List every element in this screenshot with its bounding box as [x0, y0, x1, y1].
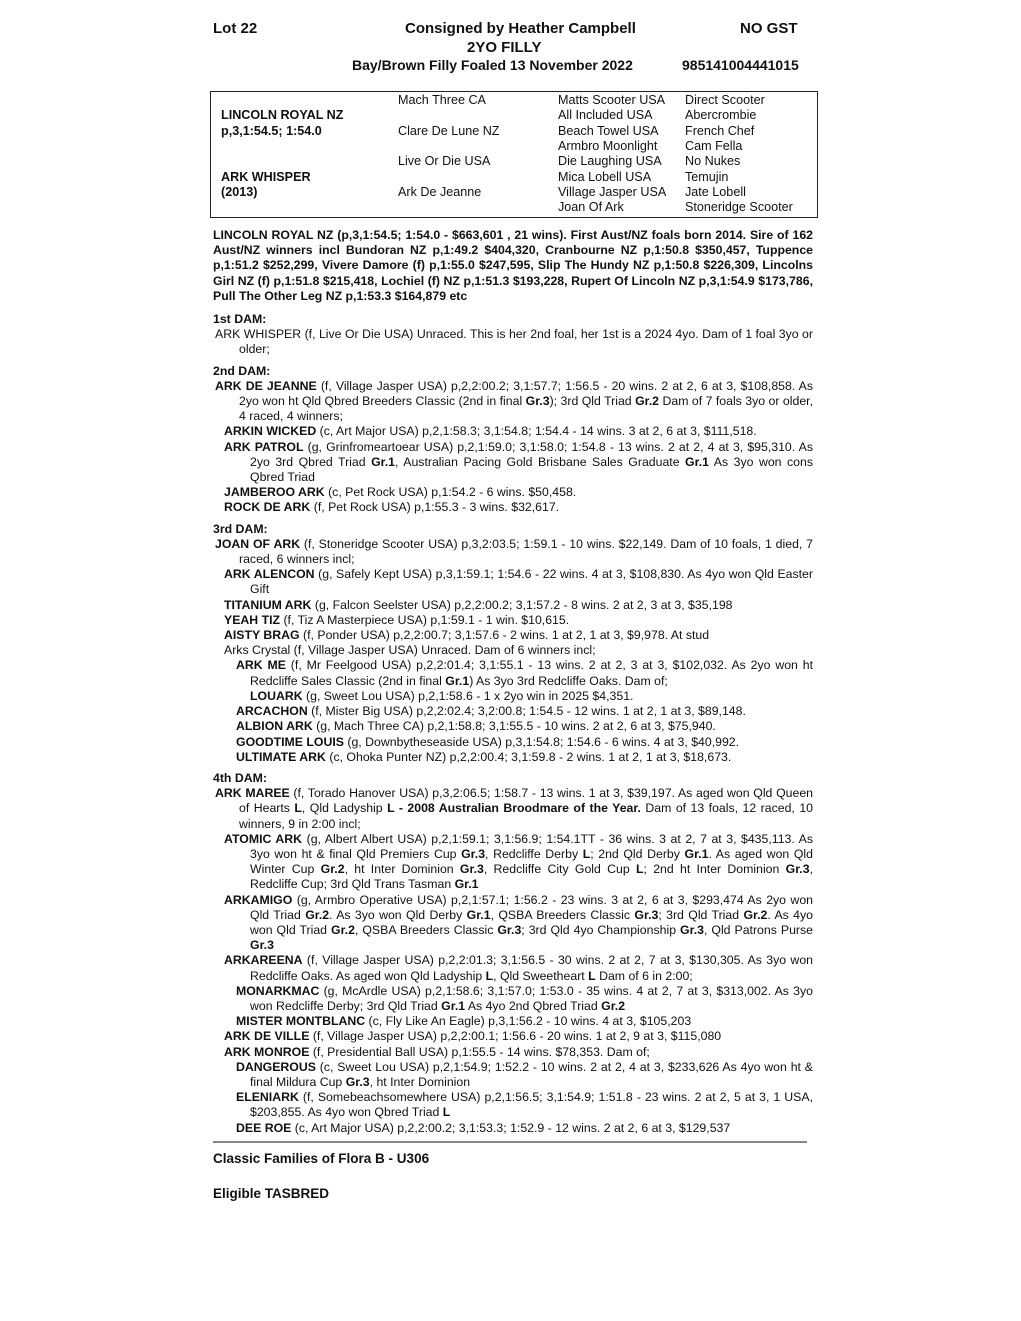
- pedigree-gen2: Live Or Die USA: [398, 154, 491, 168]
- pedigree-gen2: Mach Three CA: [398, 93, 486, 107]
- progeny-entry: AISTY BRAG (f, Ponder USA) p,2,2:00.7; 3,1:57.6 - 2 wins. 1 at 2, 1 at 3, $9,978. At stud: [224, 628, 710, 643]
- pedigree-gen3: All Included USA: [558, 108, 653, 122]
- progeny-entry: ARKAMIGO (g, Armbro Operative USA) p,2,1:57.1; 1:56.2 - 23 wins. 3 at 2, 6 at 3, $293,474 As 2yo won Qld Triad Gr.2. As 3yo won Qld Derby Gr.1, QSBA Breeders Classic Gr.3; 3rd Qld Triad Gr.2. As 4yo won Qld Triad Gr.2, QSBA Breeders Classic Gr.3; 3rd Qld 4yo Championship Gr.3, Qld Patrons Purse Gr.3: [224, 892, 814, 953]
- sex-age: 2YO FILLY: [467, 39, 542, 56]
- third-dam-heading: 3rd DAM:: [213, 521, 268, 536]
- progeny-entry: JAMBEROO ARK (c, Pet Rock USA) p,1:54.2 - 6 wins. $50,458.: [224, 485, 577, 500]
- progeny-entry: GOODTIME LOUIS (g, Downbytheseaside USA) p,3,1:54.8; 1:54.6 - 6 wins. 4 at 3, $40,992.: [236, 734, 740, 749]
- pedigree-dam: ARK WHISPER: [221, 170, 311, 184]
- dam-entry: ARK WHISPER (f, Live Or Die USA) Unraced. This is her 2nd foal, her 1st is a 2024 4yo. Dam of 1 foal 3yo or older;: [215, 327, 813, 357]
- pedigree-dam-year: (2013): [221, 185, 258, 199]
- pedigree-gen2: Ark De Jeanne: [398, 185, 482, 199]
- divider: [213, 1141, 807, 1143]
- dam-entry: ARK DE JEANNE (f, Village Jasper USA) p,2,2:00.2; 3,1:57.7; 1:56.5 - 20 wins. 2 at 2, 6 at 3, $108,858. As 2yo won ht Qld Qbred Breeders Classic (2nd in final Gr.3); 3rd Qld Triad Gr.2 Dam of 7 foals 3yo or older, 4 raced, 4 winners;: [215, 378, 814, 424]
- pedigree-gen4: No Nukes: [685, 154, 741, 168]
- progeny-entry: YEAH TIZ (f, Tiz A Masterpiece USA) p,1:59.1 - 1 win. $10,615.: [224, 612, 570, 627]
- second-dam-heading: 2nd DAM:: [213, 363, 271, 378]
- pedigree-gen3: Matts Scooter USA: [558, 93, 666, 107]
- first-dam-heading: 1st DAM:: [213, 312, 267, 327]
- progeny-entry: ARKAREENA (f, Village Jasper USA) p,2,2:01.3; 3,1:56.5 - 30 wins. 2 at 2, 7 at 3, $130,305. As 3yo won Redcliffe Oaks. As aged won Qld Ladyship L, Qld Sweetheart L Dam of 6 in 2:00;: [224, 953, 813, 983]
- progeny-entry: DEE ROE (c, Art Major USA) p,2,2:00.2; 3,1:53.3; 1:52.9 - 12 wins. 2 at 2, 6 at 3, $129,537: [236, 1120, 731, 1135]
- progeny-entry: MISTER MONTBLANC (c, Fly Like An Eagle) p,3,1:56.2 - 10 wins. 4 at 3, $105,203: [236, 1014, 692, 1029]
- pedigree-gen4: French Chef: [685, 124, 755, 138]
- pedigree-sire: LINCOLN ROYAL NZ: [221, 108, 344, 122]
- dam-entry: ARK MAREE (f, Torado Hanover USA) p,3,2:06.5; 1:58.7 - 13 wins. 1 at 3, $39,197. As aged won Qld Queen of Hearts L, Qld Ladyship L - 2008 Australian Broodmare of the Year. Dam of 13 foals, 12 raced, 10 winners, 9 in 2:00 incl;: [215, 786, 813, 831]
- progeny-entry: ARKIN WICKED (c, Art Major USA) p,2,1:58.3; 3,1:54.8; 1:54.4 - 14 wins. 3 at 2, 6 at 3, $111,518.: [224, 424, 757, 439]
- progeny-entry: ARK MONROE (f, Presidential Ball USA) p,1:55.5 - 14 wins. $78,353. Dam of;: [224, 1044, 650, 1059]
- pedigree-gen3: Joan Of Ark: [558, 200, 624, 214]
- progeny-entry: MONARKMAC (g, McArdle USA) p,2,1:58.6; 3,1:57.0; 1:53.0 - 35 wins. 4 at 2, 7 at 3, $313,002. As 3yo won Redcliffe Derby; 3rd Qld Triad Gr.1 As 4yo 2nd Qbred Triad Gr.2: [236, 983, 813, 1013]
- pedigree-table: [210, 91, 818, 218]
- pedigree-gen3: Beach Towel USA: [558, 124, 659, 138]
- progeny-entry: DANGEROUS (c, Sweet Lou USA) p,2,1:54.9; 1:52.2 - 10 wins. 2 at 2, 4 at 3, $233,626 As 4yo won ht & final Mildura Cup Gr.3, ht Inter Dominion: [236, 1059, 813, 1089]
- progeny-entry: ROCK DE ARK (f, Pet Rock USA) p,1:55.3 - 3 wins. $32,617.: [224, 500, 560, 515]
- pedigree-gen3: Mica Lobell USA: [558, 170, 652, 184]
- progeny-entry: TITANIUM ARK (g, Falcon Seelster USA) p,2,2:00.2; 3,1:57.2 - 8 wins. 2 at 2, 3 at 3, $35,198: [224, 597, 733, 612]
- dam-entry: JOAN OF ARK (f, Stoneridge Scooter USA) p,3,2:03.5; 1:59.1 - 10 wins. $22,149. Dam of 10 foals, 1 died, 7 raced, 6 winners incl;: [215, 536, 813, 567]
- pedigree-gen4: Stoneridge Scooter: [685, 200, 793, 214]
- pedigree-gen3: Village Jasper USA: [558, 185, 667, 199]
- pedigree-gen4: Jate Lobell: [685, 185, 746, 199]
- progeny-entry: LOUARK (g, Sweet Lou USA) p,2,1:58.6 - 1 x 2yo win in 2025 $4,351.: [250, 688, 634, 703]
- consignor: Consigned by Heather Campbell: [405, 20, 636, 37]
- gst-status: NO GST: [740, 20, 798, 37]
- fourth-dam-heading: 4th DAM:: [213, 770, 267, 785]
- progeny-entry: ARK DE VILLE (f, Village Jasper USA) p,2,2:00.1; 1:56.6 - 20 wins. 1 at 2, 9 at 3, $115,080: [224, 1029, 722, 1044]
- progeny-entry: ATOMIC ARK (g, Albert Albert USA) p,2,1:59.1; 3,1:56.9; 1:54.1TT - 36 wins. 3 at 2, 7 at 3, $435,113. As 3yo won ht & final Qld Premiers Cup Gr.3, Redcliffe Derby L; 2nd Qld Derby Gr.1. As aged won Qld Winter Cup Gr.2, ht Inter Dominion Gr.3, Redcliffe City Gold Cup L; 2nd ht Inter Dominion Gr.3, Redcliffe Cup; 3rd Qld Trans Tasman Gr.1: [224, 831, 813, 892]
- progeny-entry: ARK PATROL (g, Grinfromeartoear USA) p,2,1:59.0; 3,1:58.0; 1:54.8 - 13 wins. 2 at 2, 4 at 3, $95,310. As 2yo 3rd Qbred Triad Gr.1, Australian Pacing Gold Brisbane Sales Graduate Gr.1 As 3yo won cons Qbred Triad: [224, 439, 813, 485]
- pedigree-notes: [213, 228, 813, 1201]
- pedigree-gen4: Abercrombie: [685, 108, 757, 122]
- family-line: Classic Families of Flora B - U306: [213, 1150, 430, 1166]
- sire-summary: LINCOLN ROYAL NZ (p,3,1:54.5; 1:54.0 - $663,601 , 21 wins). First Aust/NZ foals born 2014. Sire of 162 Aust/NZ winners incl Bundoran NZ p,1:49.2 $404,320, Cranbourne NZ p,1:50.8 $350,457, Tuppence p,1:51.2 $252,299, Vivere Damore (f) p,1:55.0 $247,595, Slip The Hundy NZ p,1:50.8 $226,309, Lincolns Girl NZ (f) p,1:51.8 $215,418, Lochiel (f) NZ p,1:51.3 $193,228, Rupert Of Lincoln NZ p,3,1:54.9 $173,786, Pull The Other Leg NZ p,1:53.3 $164,879 etc: [213, 228, 813, 303]
- foaled-line: Bay/Brown Filly Foaled 13 November 2022: [352, 57, 633, 73]
- lot-number: Lot 22: [213, 20, 258, 37]
- progeny-entry: Arks Crystal (f, Village Jasper USA) Unraced. Dam of 6 winners incl;: [224, 643, 596, 658]
- progeny-entry: ARCACHON (f, Mister Big USA) p,2,2:02.4; 3,2:00.8; 1:54.5 - 12 wins. 1 at 2, 1 at 3, $89,148.: [236, 704, 746, 719]
- pedigree-gen4: Cam Fella: [685, 139, 743, 153]
- progeny-entry: ALBION ARK (g, Mach Three CA) p,2,1:58.8; 3,1:55.5 - 10 wins. 2 at 2, 6 at 3, $75,940.: [236, 719, 716, 734]
- pedigree-gen3: Die Laughing USA: [558, 154, 662, 168]
- pedigree-gen4: Temujin: [685, 170, 729, 184]
- pedigree-gen4: Direct Scooter: [685, 93, 765, 107]
- progeny-entry: ARK ME (f, Mr Feelgood USA) p,2,2:01.4; 3,1:55.1 - 13 wins. 2 at 2, 3 at 3, $102,032. As 2yo won ht Redcliffe Sales Classic (2nd in final Gr.1) As 3yo 3rd Redcliffe Oaks. Dam of;: [236, 658, 813, 688]
- eligibility-line: Eligible TASBRED: [213, 1185, 330, 1201]
- microchip-number: 985141004441015: [682, 57, 799, 73]
- pedigree-gen2: Clare De Lune NZ: [398, 124, 500, 138]
- progeny-entry: ELENIARK (f, Somebeachsomewhere USA) p,2,1:56.5; 3,1:54.9; 1:51.8 - 23 wins. 2 at 2, 5 at 3, 1 USA, $203,855. As 4yo won Qbred Triad L: [236, 1090, 813, 1120]
- pedigree-gen3: Armbro Moonlight: [558, 139, 658, 153]
- pedigree-sire-record: p,3,1:54.5; 1:54.0: [221, 124, 322, 138]
- progeny-entry: ULTIMATE ARK (c, Ohoka Punter NZ) p,2,2:00.4; 3,1:59.8 - 2 wins. 1 at 2, 1 at 3, $18,673.: [236, 749, 732, 764]
- progeny-entry: ARK ALENCON (g, Safely Kept USA) p,3,1:59.1; 1:54.6 - 22 wins. 4 at 3, $108,830. As 4yo won Qld Easter Gift: [224, 567, 813, 597]
